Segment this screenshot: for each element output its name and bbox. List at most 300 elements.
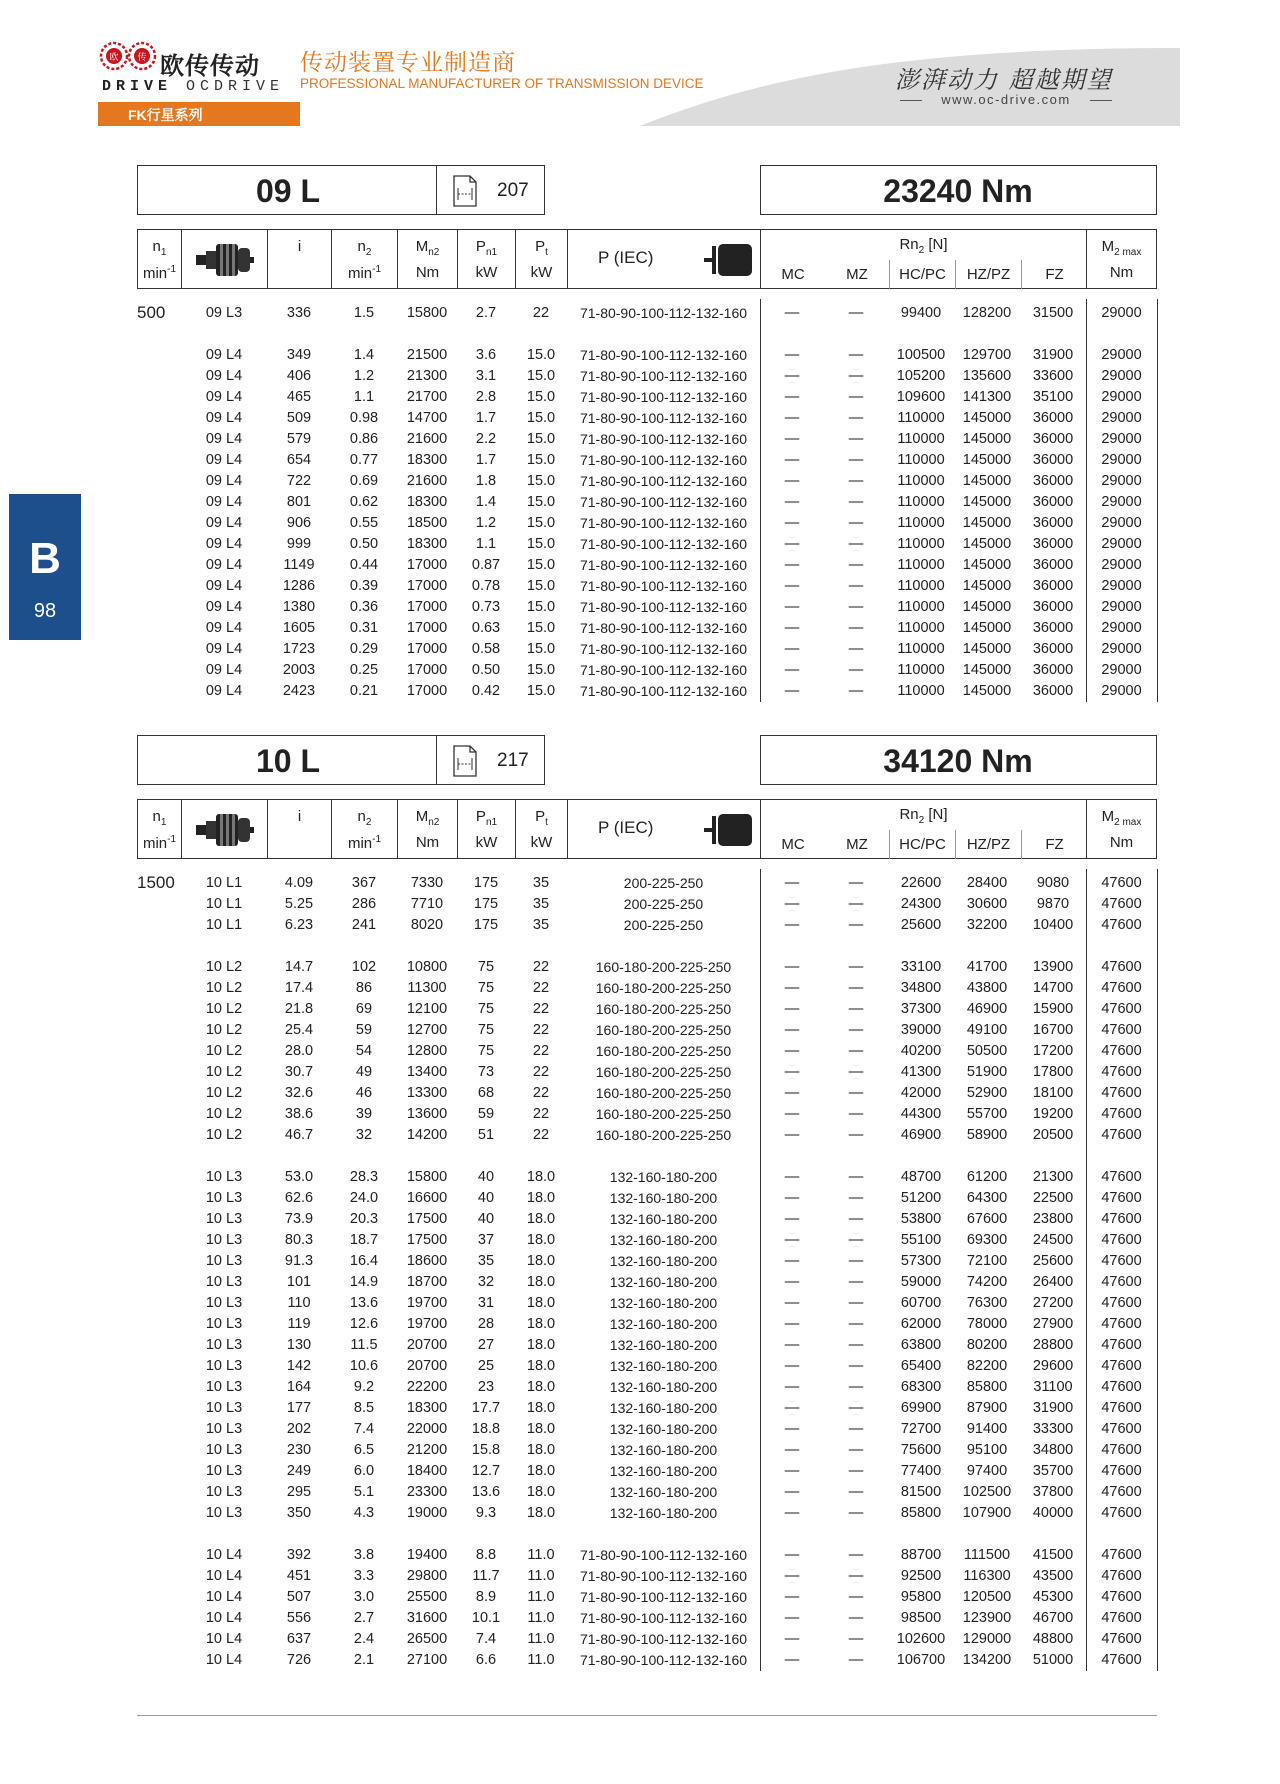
table-row (137, 578, 1157, 599)
cell-m2-max: 29000 (1101, 536, 1142, 552)
col-pt-unit-main: kW (530, 264, 553, 281)
cell-mc: — (784, 1064, 800, 1080)
cell-fz: 36000 (1032, 515, 1074, 531)
cell-mz: — (848, 1190, 864, 1206)
cell-pn1: 2.7 (475, 305, 497, 321)
cell-n2: 0.86 (349, 431, 379, 447)
cell-mn2: 7710 (410, 896, 444, 912)
cell-model: 10 L1 (205, 875, 243, 891)
cell-mz: — (848, 1295, 864, 1311)
cell-fz: 28800 (1032, 1337, 1074, 1353)
col-mc: MC (781, 836, 805, 853)
cell-pn1: 7.4 (475, 1631, 497, 1647)
cell-model: 10 L3 (205, 1337, 243, 1353)
cell-m2-max: 47600 (1101, 1547, 1142, 1563)
table-row (137, 599, 1157, 620)
col-pn1 (457, 229, 515, 289)
cell-p-iec: 200-225-250 (623, 917, 704, 933)
cell-p-iec: 160-180-200-225-250 (595, 980, 732, 996)
cell-m2-max: 47600 (1101, 1169, 1142, 1185)
cell-p-iec: 71-80-90-100-112-132-160 (579, 599, 748, 615)
cell-mn2: 17000 (406, 620, 448, 636)
cell-ratio: 1380 (282, 599, 316, 615)
document-page-icon (452, 174, 478, 208)
cell-hz-pz: 95100 (966, 1442, 1008, 1458)
col-p-iec (567, 799, 760, 859)
col-n2-label-main: n (357, 238, 366, 255)
col-n1 (137, 799, 181, 859)
table-row (137, 1379, 1157, 1400)
cell-model: 10 L4 (205, 1610, 243, 1626)
gear-motor-icon (194, 238, 256, 282)
cell-ratio: 295 (286, 1484, 312, 1500)
cell-fz: 36000 (1032, 662, 1074, 678)
cell-m2-max: 47600 (1101, 1337, 1142, 1353)
cell-p-iec: 160-180-200-225-250 (595, 959, 732, 975)
cell-pt: 22 (532, 1001, 550, 1017)
cell-p-iec: 160-180-200-225-250 (595, 1022, 732, 1038)
cell-pt: 35 (532, 875, 550, 891)
col-n2 (331, 799, 397, 859)
cell-hz-pz: 145000 (962, 683, 1012, 699)
col-ratio-label-main: i (297, 238, 302, 255)
cell-hz-pz: 82200 (966, 1358, 1008, 1374)
cell-m2-max: 47600 (1101, 1253, 1142, 1269)
cell-m2-max: 47600 (1101, 1295, 1142, 1311)
cell-hz-pz: 87900 (966, 1400, 1008, 1416)
col-n2-unit-main: min (347, 835, 373, 852)
cell-pt: 18.0 (526, 1442, 556, 1458)
cell-hz-pz: 102500 (962, 1484, 1012, 1500)
cell-model: 10 L3 (205, 1505, 243, 1521)
cell-pt: 15.0 (526, 557, 556, 573)
table-row (137, 515, 1157, 536)
cell-mn2: 13400 (406, 1064, 448, 1080)
cell-pt: 15.0 (526, 347, 556, 363)
cell-mc: — (784, 1358, 800, 1374)
cell-m2-max: 47600 (1101, 1001, 1142, 1017)
table-row (137, 641, 1157, 662)
cell-mn2: 29800 (406, 1568, 448, 1584)
cell-pt: 18.0 (526, 1505, 556, 1521)
col-m2-label-sub: 2 max (1114, 247, 1142, 258)
cell-mc: — (784, 1505, 800, 1521)
cell-m2-max: 47600 (1101, 1043, 1142, 1059)
cell-n2: 28.3 (349, 1169, 379, 1185)
col-m2-label (1087, 238, 1156, 258)
cell-p-iec: 71-80-90-100-112-132-160 (579, 536, 748, 552)
cell-hc-pc: 68300 (900, 1379, 942, 1395)
table-row (137, 1106, 1157, 1127)
cell-m2-max: 47600 (1101, 875, 1142, 891)
cell-fz: 45300 (1032, 1589, 1074, 1605)
table-row (137, 875, 1157, 896)
cell-fz: 43500 (1032, 1568, 1074, 1584)
cell-hz-pz: 107900 (962, 1505, 1012, 1521)
cell-hc-pc: 62000 (900, 1316, 942, 1332)
cell-p-iec: 71-80-90-100-112-132-160 (579, 662, 748, 678)
cell-fz: 17200 (1032, 1043, 1074, 1059)
col-mc: MC (781, 266, 805, 283)
cell-fz: 46700 (1032, 1610, 1074, 1626)
cell-ratio: 4.09 (284, 875, 314, 891)
cell-pt: 15.0 (526, 683, 556, 699)
cell-p-iec: 71-80-90-100-112-132-160 (579, 410, 748, 426)
cell-model: 10 L1 (205, 917, 243, 933)
cell-pn1: 75 (477, 1043, 495, 1059)
cell-ratio: 1286 (282, 578, 316, 594)
cell-mc: — (784, 1463, 800, 1479)
col-pn1-label (458, 808, 515, 828)
cell-hz-pz: 80200 (966, 1337, 1008, 1353)
cell-mc: — (784, 1484, 800, 1500)
col-mn2-unit-main: Nm (415, 264, 440, 281)
cell-ratio: 101 (286, 1274, 312, 1290)
col-n2-label-sub: 2 (365, 247, 372, 258)
cell-hc-pc: 55100 (900, 1232, 942, 1248)
cell-mc: — (784, 1631, 800, 1647)
cell-hz-pz: 41700 (966, 959, 1008, 975)
col-ratio (267, 799, 331, 859)
cell-pt: 15.0 (526, 494, 556, 510)
cell-mn2: 8020 (410, 917, 444, 933)
cell-ratio: 38.6 (284, 1106, 314, 1122)
col-n1-unit-sub: -1 (167, 834, 177, 845)
model-title-box (137, 165, 437, 215)
model-title: 09 L (255, 173, 321, 209)
cell-hc-pc: 22600 (900, 875, 942, 891)
logo-english-part2: OCDRIVE (186, 78, 285, 95)
col-m2-unit-main: Nm (1109, 834, 1134, 851)
cell-fz: 9080 (1036, 875, 1070, 891)
cell-m2-max: 29000 (1101, 578, 1142, 594)
cell-mn2: 17000 (406, 599, 448, 615)
cell-model: 10 L2 (205, 1064, 243, 1080)
cell-ratio: 119 (287, 1316, 311, 1332)
col-ratio-label (268, 808, 331, 825)
cell-pt: 18.0 (526, 1232, 556, 1248)
col-mn2-label-sub: n2 (428, 817, 440, 828)
cell-p-iec: 160-180-200-225-250 (595, 1064, 732, 1080)
cell-mz: — (848, 1211, 864, 1227)
col-m2-unit (1087, 834, 1156, 851)
cell-hc-pc: 65400 (900, 1358, 942, 1374)
cell-p-iec: 132-160-180-200 (609, 1505, 718, 1521)
cell-ratio: 249 (286, 1463, 312, 1479)
cell-pn1: 2.8 (475, 389, 497, 405)
table-row (137, 662, 1157, 683)
cell-mz: — (848, 1001, 864, 1017)
cell-pn1: 27 (477, 1337, 495, 1353)
col-p-iec-label: P (IEC) (598, 818, 654, 837)
cell-pn1: 8.9 (475, 1589, 497, 1605)
col-rn2 (760, 229, 1086, 289)
cell-p-iec: 132-160-180-200 (609, 1169, 718, 1185)
table-row (137, 1547, 1157, 1568)
cell-fz: 27900 (1032, 1316, 1074, 1332)
cell-m2-max: 47600 (1101, 1421, 1142, 1437)
cell-model: 10 L4 (205, 1547, 243, 1563)
cell-hc-pc: 110000 (897, 662, 945, 678)
cell-pn1: 0.58 (471, 641, 501, 657)
table-row (137, 1001, 1157, 1022)
col-ratio-label (268, 238, 331, 255)
cell-hz-pz: 46900 (966, 1001, 1008, 1017)
cell-ratio: 230 (286, 1442, 312, 1458)
cell-p-iec: 71-80-90-100-112-132-160 (579, 494, 748, 510)
cell-m2-max: 29000 (1101, 410, 1142, 426)
cell-model: 10 L2 (205, 1022, 243, 1038)
cell-hz-pz: 32200 (966, 917, 1008, 933)
company-logo (98, 38, 298, 96)
cell-hc-pc: 42000 (900, 1085, 942, 1101)
cell-m2-max: 47600 (1101, 1316, 1142, 1332)
cell-m2-max: 29000 (1101, 494, 1142, 510)
cell-fz: 25600 (1032, 1253, 1074, 1269)
cell-m2-max: 47600 (1101, 1379, 1142, 1395)
table-row (137, 389, 1157, 410)
cell-n2: 5.1 (353, 1484, 375, 1500)
cell-n2: 0.69 (349, 473, 379, 489)
cell-mc: — (784, 1106, 800, 1122)
model-title-box (137, 735, 437, 785)
cell-ratio: 91.3 (284, 1253, 314, 1269)
cell-mz: — (848, 683, 864, 699)
col-m2-max (1086, 799, 1157, 859)
cell-pt: 18.0 (526, 1169, 556, 1185)
cell-fz: 20500 (1032, 1127, 1074, 1143)
cell-mc: — (784, 389, 800, 405)
cell-m2-max: 47600 (1101, 1358, 1142, 1374)
cell-m2-max: 29000 (1101, 452, 1142, 468)
cell-hc-pc: 110000 (897, 599, 945, 615)
table-row (137, 1505, 1157, 1526)
cell-n2: 69 (355, 1001, 373, 1017)
col-pt-label (516, 808, 567, 828)
cell-mc: — (784, 683, 800, 699)
cell-fz: 31500 (1032, 305, 1074, 321)
col-n2-label-sub: 2 (365, 817, 372, 828)
col-pn1-unit-main: kW (475, 264, 498, 281)
col-rn2-label-main: Rn (899, 236, 919, 253)
cell-m2-max: 29000 (1101, 347, 1142, 363)
cell-n2: 367 (351, 875, 377, 891)
cell-pt: 15.0 (526, 452, 556, 468)
col-mn2-label (398, 238, 457, 258)
cell-mz: — (848, 1400, 864, 1416)
cell-mc: — (784, 896, 800, 912)
cell-p-iec: 71-80-90-100-112-132-160 (579, 347, 748, 363)
cell-pt: 11.0 (527, 1652, 555, 1668)
cell-ratio: 6.23 (284, 917, 314, 933)
cell-m2-max: 29000 (1101, 431, 1142, 447)
cell-model: 10 L3 (205, 1379, 243, 1395)
cell-mz: — (848, 368, 864, 384)
table-row (137, 557, 1157, 578)
cell-hc-pc: 48700 (900, 1169, 942, 1185)
cell-mn2: 26500 (406, 1631, 448, 1647)
cell-fz: 41500 (1032, 1547, 1074, 1563)
col-pn1-unit (458, 264, 515, 281)
col-n1-label-sub: 1 (160, 817, 167, 828)
col-n2-unit-main: min (347, 265, 373, 282)
cell-mz: — (848, 1274, 864, 1290)
cell-ratio: 722 (286, 473, 312, 489)
cell-p-iec: 200-225-250 (623, 875, 704, 891)
cell-m2-max: 47600 (1101, 1064, 1142, 1080)
cell-pn1: 13.6 (471, 1484, 501, 1500)
cell-fz: 36000 (1032, 473, 1074, 489)
cell-fz: 24500 (1032, 1232, 1074, 1248)
cell-p-iec: 71-80-90-100-112-132-160 (579, 557, 748, 573)
col-pt-unit (516, 834, 567, 851)
cell-p-iec: 71-80-90-100-112-132-160 (579, 620, 748, 636)
cell-mc: — (784, 578, 800, 594)
cell-hz-pz: 145000 (962, 578, 1012, 594)
cell-m2-max: 47600 (1101, 980, 1142, 996)
cell-model: 10 L3 (205, 1463, 243, 1479)
cell-pt: 22 (532, 305, 550, 321)
col-n2-label-main: n (357, 808, 366, 825)
page-ref-box[interactable] (436, 735, 545, 785)
cell-mz: — (848, 410, 864, 426)
table-row (137, 1169, 1157, 1190)
cell-hc-pc: 105200 (896, 368, 946, 384)
col-m2-label-main: M (1101, 238, 1115, 255)
cell-fz: 16700 (1032, 1022, 1074, 1038)
cell-mn2: 17500 (406, 1232, 448, 1248)
cell-ratio: 451 (286, 1568, 312, 1584)
cell-p-iec: 71-80-90-100-112-132-160 (579, 1652, 748, 1668)
cell-p-iec: 132-160-180-200 (609, 1232, 718, 1248)
cell-model: 09 L4 (205, 410, 243, 426)
cell-mn2: 20700 (406, 1358, 448, 1374)
cell-pt: 15.0 (526, 662, 556, 678)
cell-hz-pz: 72100 (966, 1253, 1008, 1269)
col-fz: FZ (1021, 830, 1087, 859)
cell-pt: 18.0 (526, 1337, 556, 1353)
cell-ratio: 80.3 (284, 1232, 314, 1248)
cell-fz: 23800 (1032, 1211, 1074, 1227)
cell-pt: 18.0 (526, 1274, 556, 1290)
cell-mz: — (848, 1421, 864, 1437)
cell-ratio: 142 (286, 1358, 312, 1374)
website-url (906, 92, 1106, 108)
cell-mc: — (784, 980, 800, 996)
cell-n2: 0.31 (349, 620, 379, 636)
cell-model: 09 L4 (205, 683, 243, 699)
cell-model: 09 L4 (205, 368, 243, 384)
cell-model: 10 L3 (205, 1274, 243, 1290)
cell-ratio: 465 (286, 389, 312, 405)
cell-mz: — (848, 1631, 864, 1647)
column-separator (1086, 869, 1087, 1671)
cell-hc-pc: 106700 (896, 1652, 946, 1668)
cell-mn2: 13300 (406, 1085, 448, 1101)
cell-model: 10 L4 (205, 1652, 243, 1668)
cell-model: 09 L4 (205, 557, 243, 573)
table-row (137, 1358, 1157, 1379)
col-pn1-unit-main: kW (475, 834, 498, 851)
cell-mz: — (848, 1106, 864, 1122)
cell-m2-max: 29000 (1101, 368, 1142, 384)
cell-mz: — (848, 959, 864, 975)
column-header (137, 229, 1157, 289)
cell-pn1: 75 (477, 980, 495, 996)
cell-ratio: 21.8 (284, 1001, 314, 1017)
cell-pt: 15.0 (526, 410, 556, 426)
cell-mc: — (784, 368, 800, 384)
cell-pt: 18.0 (526, 1316, 556, 1332)
cell-pn1: 11.7 (472, 1568, 500, 1584)
cell-mc: — (784, 1589, 800, 1605)
col-rn2-label-sub: 2 (918, 245, 925, 256)
cell-n2: 12.6 (349, 1316, 379, 1332)
cell-fz: 36000 (1032, 410, 1074, 426)
gear-logo-icon (98, 38, 160, 74)
cell-mn2: 27100 (406, 1652, 448, 1668)
document-page-icon (452, 744, 478, 778)
cell-hc-pc: 110000 (897, 515, 945, 531)
table-row (137, 1274, 1157, 1295)
col-m2-max (1086, 229, 1157, 289)
cell-hz-pz: 145000 (962, 620, 1012, 636)
cell-n2: 0.98 (349, 410, 379, 426)
table-row (137, 1589, 1157, 1610)
col-n2-label (332, 238, 397, 258)
col-pt (515, 229, 567, 289)
cell-mc: — (784, 494, 800, 510)
cell-mz: — (848, 1022, 864, 1038)
table-row (137, 1190, 1157, 1211)
cell-pn1: 175 (473, 896, 499, 912)
col-m2-label-main: M (1101, 808, 1115, 825)
cell-fz: 17800 (1032, 1064, 1074, 1080)
cell-ratio: 509 (286, 410, 312, 426)
cell-n2: 0.62 (349, 494, 379, 510)
cell-fz: 15900 (1032, 1001, 1074, 1017)
col-mn2-unit-main: Nm (415, 834, 440, 851)
cell-mc: — (784, 1190, 800, 1206)
cell-p-iec: 71-80-90-100-112-132-160 (579, 578, 748, 594)
cell-mz: — (848, 1610, 864, 1626)
cell-m2-max: 47600 (1101, 1400, 1142, 1416)
cell-mc: — (784, 662, 800, 678)
logo-ring-left-text: 欧 (109, 53, 119, 63)
cell-ratio: 349 (286, 347, 312, 363)
cell-p-iec: 160-180-200-225-250 (595, 1001, 732, 1017)
page-ref-box[interactable] (436, 165, 545, 215)
cell-mz: — (848, 557, 864, 573)
table-row (137, 1211, 1157, 1232)
cell-p-iec: 160-180-200-225-250 (595, 1127, 732, 1143)
cell-n2: 3.3 (353, 1568, 375, 1584)
cell-pn1: 6.6 (475, 1652, 497, 1668)
cell-hz-pz: 91400 (966, 1421, 1008, 1437)
cell-mn2: 18300 (406, 452, 448, 468)
cell-pt: 18.0 (526, 1484, 556, 1500)
cell-pn1: 15.8 (471, 1442, 501, 1458)
cell-p-iec: 71-80-90-100-112-132-160 (579, 431, 748, 447)
col-motor-icon (181, 799, 267, 859)
cell-fz: 48800 (1032, 1631, 1074, 1647)
cell-pn1: 18.8 (471, 1421, 501, 1437)
cell-pn1: 75 (477, 1001, 495, 1017)
cell-pn1: 75 (477, 959, 495, 975)
cell-fz: 31100 (1033, 1379, 1073, 1395)
cell-mc: — (784, 347, 800, 363)
logo-chinese-name: 欧传传动 (160, 53, 260, 80)
